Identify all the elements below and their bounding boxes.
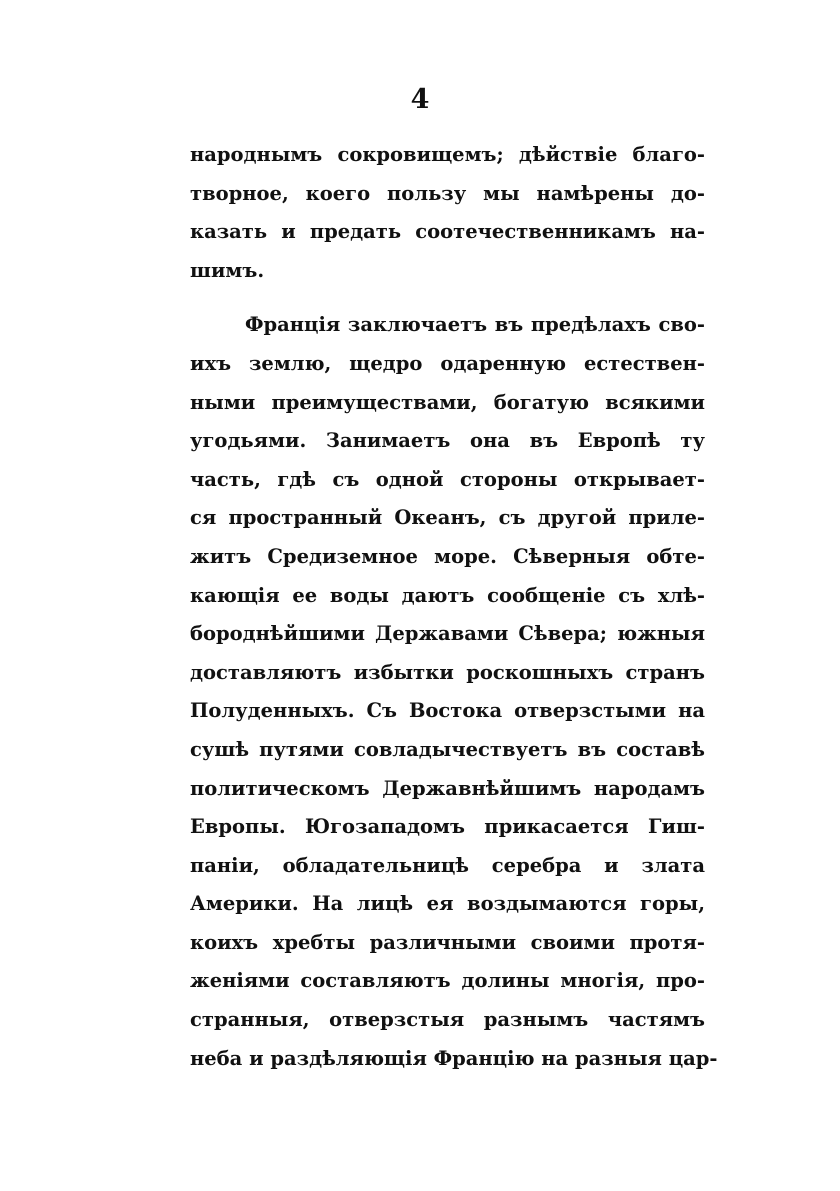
text-line: женіями составляютъ долины многія, про- [190, 969, 705, 993]
text-line: Америки. На лицѣ ея воздымаются горы, [190, 892, 705, 916]
text-line: угодьями. Занимаетъ она въ Европѣ ту [190, 429, 705, 453]
paragraph [190, 306, 718, 1078]
page-number: 4 [410, 84, 430, 115]
text-line: доставляютъ избытки роскошныхъ странъ [190, 660, 705, 684]
paragraph-continued [190, 136, 705, 290]
text-line: ся пространный Океанъ, съ другой приле- [190, 506, 705, 530]
text-line: творное, коего пользу мы намѣрены до- [190, 181, 705, 205]
text-line: часть, гдѣ съ одной стороны открывает- [190, 467, 705, 491]
text-line: странныя, отверзстыя разнымъ частямъ [190, 1008, 705, 1032]
text-line: коихъ хребты различными своими протя- [190, 930, 705, 954]
text-line: бороднѣйшими Державами Сѣвера; южныя [190, 622, 705, 646]
text-line: житъ Средиземное море. Сѣверныя обте- [190, 544, 705, 568]
text-line: паніи, обладательницѣ серебра и злата [190, 853, 705, 877]
text-line: Полуденныхъ. Съ Востока отверзстыми на [190, 699, 705, 723]
text-line: ихъ землю, щедро одаренную естествен- [190, 351, 705, 375]
text-line: Европы. Югозападомъ прикасается Гиш- [190, 815, 705, 839]
text-line: ными преимуществами, богатую всякими [190, 390, 705, 414]
text-line: кающія ее воды даютъ сообщеніе съ хлѣ- [190, 583, 705, 607]
text-line: казать и предать соотечественникамъ на- [190, 220, 705, 244]
paragraph-gap [190, 290, 705, 306]
text-line: народнымъ сокровищемъ; дѣйствіе благо- [190, 143, 705, 166]
text-line: политическомъ Державнѣйшимъ народамъ [190, 776, 705, 800]
text-line: Франція заключаетъ въ предѣлахъ сво- [245, 313, 705, 337]
body-text [190, 136, 718, 1078]
text-line: неба и раздѣляющія Францію на разныя цар- [190, 1046, 718, 1070]
text-line: сушѣ путями совладычествуетъ въ составѣ [190, 737, 705, 761]
text-line: шимъ. [190, 258, 265, 282]
